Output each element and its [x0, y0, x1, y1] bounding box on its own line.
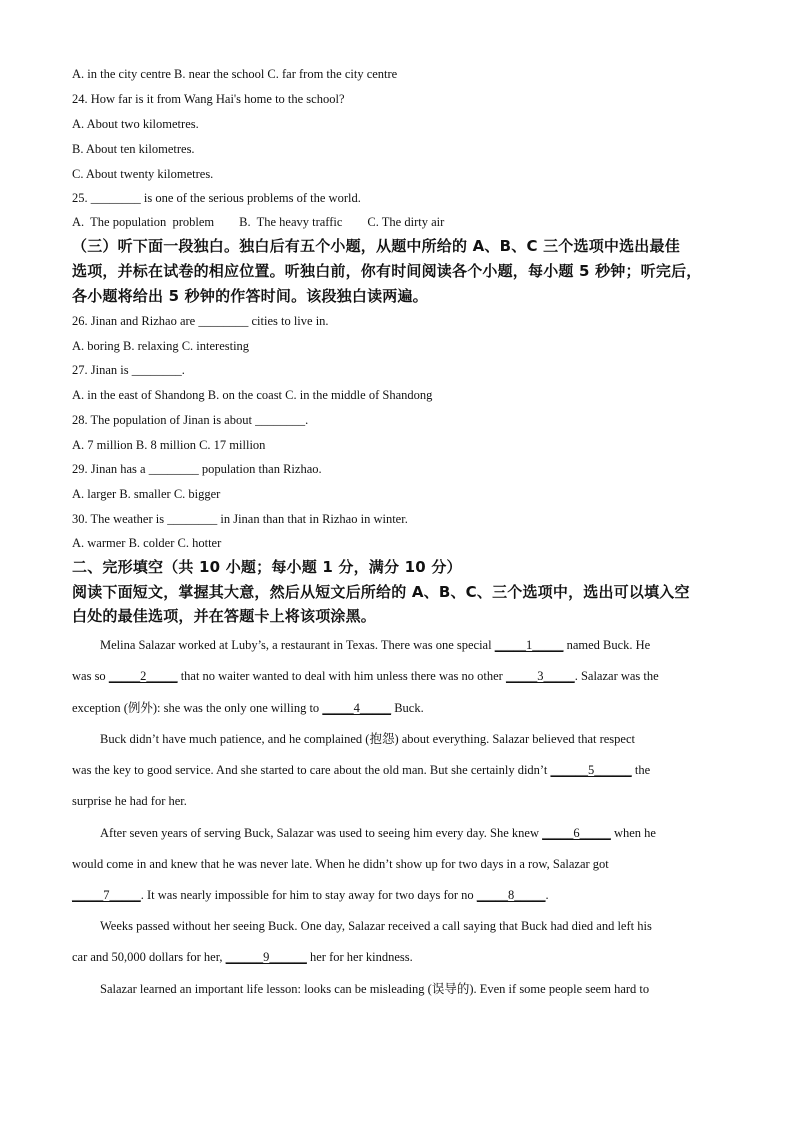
- q24-question: 24. How far is it from Wang Hai's home to the school?: [72, 92, 345, 106]
- passage-p1-line2: was so _____2_____ that no waiter wanted to deal with him unless there was no other _____3_____. Salazar was the: [72, 669, 659, 683]
- cloze-blank-6: _____6_____: [542, 826, 611, 840]
- passage-p4-line1: Weeks passed without her seeing Buck. One day, Salazar received a call saying that Buck had died and left his: [100, 919, 652, 933]
- q24-option-b: B. About ten kilometres.: [72, 142, 195, 156]
- cloze-blank-5: ______5______: [550, 763, 632, 777]
- q26-question: 26. Jinan and Rizhao are ________ cities to live in.: [72, 314, 329, 328]
- cloze-blank-2: _____2_____: [108, 669, 178, 683]
- q27-question: 27. Jinan is ________.: [72, 363, 185, 377]
- q25-question: 25. ________ is one of the serious problems of the world.: [72, 191, 361, 205]
- passage-p4-line2: car and 50,000 dollars for her, ______9______ her for her kindness.: [72, 950, 413, 964]
- passage-p2-line1: Buck didn’t have much patience, and he complained (抱怨) about everything. Salazar believed that respect: [100, 732, 635, 746]
- q27-options: A. in the east of Shandong B. on the coast C. in the middle of Shandong: [72, 388, 433, 402]
- q23-options: A. in the city centre B. near the school C. far from the city centre: [72, 67, 398, 81]
- q24-option-a: A. About two kilometres.: [72, 117, 199, 131]
- cloze-title: 二、完形填空（共 10 小题；每小题 1 分，满分 10 分）: [72, 558, 462, 576]
- q28-options: A. 7 million B. 8 million C. 17 million: [72, 438, 266, 452]
- q30-options: A. warmer B. colder C. hotter: [72, 536, 222, 550]
- passage-p2-line2: was the key to good service. And she started to care about the old man. But she certainly didn’t ______5______ the: [72, 763, 651, 777]
- cloze-instructions-line1: 阅读下面短文，掌握其大意，然后从短文后所给的 A、B、C、三个选项中，选出可以填入空: [72, 583, 690, 601]
- q25-options: A. The population problem B. The heavy traffic C. The dirty air: [72, 215, 445, 229]
- passage-p3-line2: would come in and knew that he was never late. When he didn’t show up for two days in a row, Salazar got: [72, 857, 609, 871]
- cloze-blank-1: _____1_____: [494, 638, 564, 652]
- cloze-blank-8: _____8_____: [476, 888, 546, 902]
- q30-question: 30. The weather is ________ in Jinan than that in Rizhao in winter.: [72, 512, 408, 526]
- q24-option-c: C. About twenty kilometres.: [72, 167, 214, 181]
- q29-question: 29. Jinan has a ________ population than Rizhao.: [72, 462, 322, 476]
- passage-p2-line3: surprise he had for her.: [72, 794, 187, 808]
- cloze-instructions-line2: 白处的最佳选项，并在答题卡上将该项涂黑。: [72, 607, 377, 625]
- passage-p3-line3: _____7_____. It was nearly impossible for him to stay away for two days for no _____8_____.: [72, 888, 549, 902]
- q28-question: 28. The population of Jinan is about ________.: [72, 413, 309, 427]
- cloze-blank-9: ______9______: [225, 950, 307, 964]
- part3-heading-line1: （三）听下面一段独白。独白后有五个小题，从题中所给的 A、B、C 三个选项中选出最佳: [72, 237, 680, 255]
- passage-p1-line3: exception (例外): she was the only one willing to _____4_____ Buck.: [72, 701, 424, 715]
- passage-p3-line1: After seven years of serving Buck, Salazar was used to seeing him every day. She knew _____6_____ when he: [100, 826, 656, 840]
- part3-heading-line2: 选项，并标在试卷的相应位置。听独白前，你有时间阅读各个小题，每小题 5 秒钟；听完后，: [72, 262, 702, 280]
- passage-p5-line1: Salazar learned an important life lesson: looks can be misleading (误导的). Even if some people seem hard to: [100, 982, 650, 996]
- cloze-blank-4: _____4_____: [322, 701, 392, 715]
- cloze-blank-7: _____7_____: [72, 888, 141, 902]
- cloze-blank-3: _____3_____: [505, 669, 575, 683]
- q26-options: A. boring B. relaxing C. interesting: [72, 339, 250, 353]
- passage-p1-line1: Melina Salazar worked at Luby’s, a restaurant in Texas. There was one special _____1_____ named Buck. He: [100, 638, 651, 652]
- part3-heading-line3: 各小题将给出 5 秒钟的作答时间。该段独白读两遍。: [72, 287, 428, 305]
- q29-options: A. larger B. smaller C. bigger: [72, 487, 221, 501]
